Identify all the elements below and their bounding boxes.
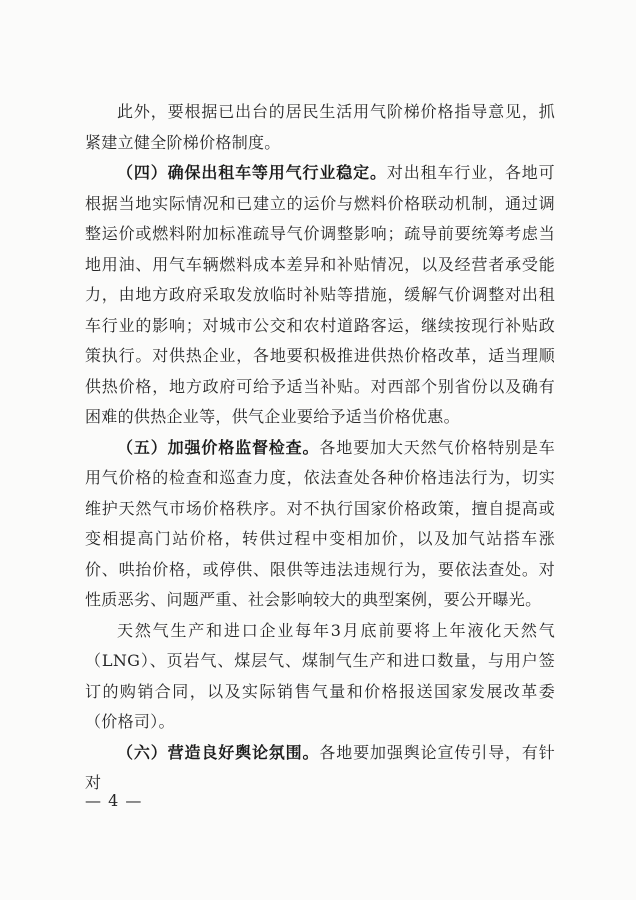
paragraph-text: 对出租车行业，各地可根据当地实际情况和已建立的运价与燃料价格联动机制，通过调整运价或燃料附加标准疏导气价调整影响；疏导前要统筹考虑当地用油、用气车辆燃料成本差异和补贴情况，以及经营者承受能力，由地方政府采取发放临时补贴等措施，缓解气价调整对出租车行业的影响；对城市公交和农村道路客运，继续按现行补贴政策执行。对供热企业，各地要积极推进供热价格改革，适当理顺供热价格，地方政府可给予适当补贴。对西部个别省份以及确有困难的供热企业等，供气企业要给予适当价格优惠。 [85,163,555,426]
section-heading-five: （五）加强价格监督检查。 [117,437,320,457]
page-number: — 4 — [85,791,143,810]
paragraph-tiered-pricing [85,97,555,158]
paragraph-text: 此外，要根据已出台的居民生活用气阶梯价格指导意见，抓紧建立健全阶梯价格制度。 [85,102,555,152]
paragraph-text: 各地要加强舆论宣传引导，有针对 [85,742,555,792]
paragraph-taxi-industry [85,158,555,433]
paragraph-reporting-requirement [85,616,555,738]
paragraph-text: 各地要加大天然气价格特别是车用气价格的检查和巡查力度，依法查处各种价格违法行为，切实维护天然气市场价格秩序。对不执行国家价格政策，擅自提高或变相提高门站价格，转供过程中变相加价，以及加气站搭车涨价、哄抬价格，或停供、限供等违法违规行为，要依法查处。对性质恶劣、问题严重、社会影响较大的典型案例，要公开曝光。 [85,437,555,609]
section-heading-four: （四）确保出租车等用气行业稳定。 [117,163,387,182]
section-heading-six: （六）营造良好舆论氛围。 [117,742,320,762]
paragraph-text: 天然气生产和进口企业每年3月底前要将上年液化天然气（LNG）、页岩气、煤层气、煤制气生产和进口数量，与用户签订的购销合同，以及实际销售气量和价格报送国家发展改革委（价格司）。 [85,620,555,731]
document-body [85,97,555,799]
paragraph-price-supervision [85,433,555,616]
paragraph-public-opinion [85,738,555,799]
